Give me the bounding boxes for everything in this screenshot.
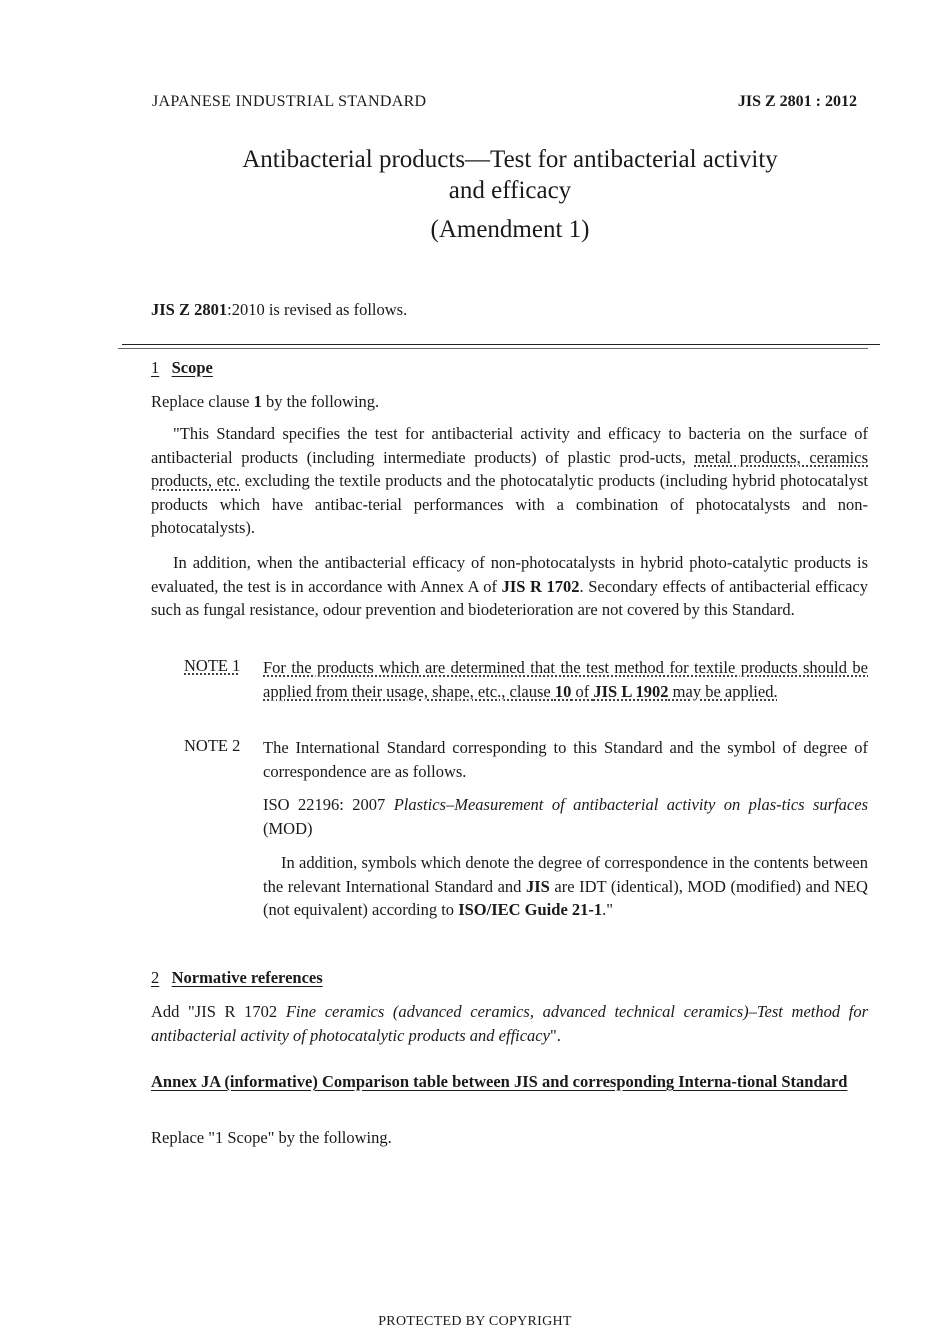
correspondence-paragraph [263, 851, 868, 922]
scope-heading [151, 358, 213, 378]
normative-add-post: ". [549, 1025, 561, 1045]
intro-statement [151, 298, 868, 322]
corr-jis: JIS [525, 876, 550, 896]
note-1-text-c: may be applied. [668, 681, 778, 701]
normative-add-text [151, 1000, 868, 1047]
scope-p2-code: JIS R 1702 [501, 576, 580, 596]
replace-text-post: by the following. [261, 392, 380, 411]
normative-add-title: Fine ceramics (advanced ceramics, advanced technical ceramics)–Test method for antibacterial activity of photocatalytic products and efficacy [151, 1002, 868, 1045]
iso-reference [263, 793, 868, 840]
replace-clause-number: 1 [253, 392, 262, 411]
scope-p1-text-b: excluding the textile products and the photocatalytic products (including hybrid photocatalyst products which have antibac-terial performances with a combination of photocatalysts and non-photocatalysts). [151, 471, 868, 538]
scope-replace-instruction [151, 390, 868, 414]
scope-paragraph-1 [151, 422, 868, 540]
normative-add-pre: Add "JIS R 1702 [151, 1002, 286, 1021]
annex-heading: Annex JA (informative) Comparison table between JIS and corresponding Interna-tional Standard [151, 1072, 848, 1091]
scope-paragraph-2 [151, 551, 868, 622]
document-title [150, 144, 870, 206]
scope-p1-amended-text: metal products, ceramics products, etc. [151, 447, 868, 491]
normative-heading-number: 2 [151, 968, 160, 987]
corr-text-c: ." [602, 900, 614, 920]
annex-replace-instruction: Replace "1 Scope" by the following. [151, 1128, 392, 1147]
scope-p2-text-a: In addition, when the antibacterial efficacy of non-photocatalysts in hybrid photo-catalytic products is evaluated, the test is in accordance with Annex A of [151, 553, 868, 596]
corr-text-a: In addition, symbols which denote the degree of correspondence in the contents between the relevant International Standard and [263, 853, 868, 896]
scope-p1-text-a: "This Standard specifies the test for antibacterial activity and efficacy to bacteria on the surface of antibacterial products (including intermediate products) of plastic prod-ucts, [151, 424, 868, 467]
note-1-text-b: of [571, 681, 594, 701]
title-line-1: Antibacterial products—Test for antibacterial activity [242, 146, 778, 173]
replace-text-pre: Replace clause [151, 392, 254, 411]
corr-guide: ISO/IEC Guide 21-1 [458, 900, 603, 920]
standard-number: JIS Z 2801 : 2012 [737, 93, 857, 110]
scope-p2-text-b: . Secondary effects of antibacterial efficacy such as fungal resistance, odour prevention and biodeterioration are not covered by this Standard. [151, 576, 869, 620]
note-1-text-a: For the products which are determined that the test method for textile products should be applied from their usage, shape, etc., clause [263, 658, 868, 701]
note-2-label: NOTE 2 [184, 736, 241, 755]
iso-number: ISO 22196: 2007 [263, 795, 394, 814]
normative-heading-title: Normative references [171, 968, 323, 987]
intro-code: JIS Z 2801 [151, 300, 228, 319]
iso-title: Plastics–Measurement of antibacterial activity on plas-tics surfaces [393, 795, 868, 814]
note-1-label: NOTE 1 [184, 656, 241, 675]
title-line-2: and efficacy [448, 177, 572, 204]
corr-text-b: are IDT (identical), MOD (modified) and NEQ (not equivalent) according to [263, 876, 868, 920]
iso-correspondence: (MOD) [263, 818, 313, 838]
note-2-body: The International Standard corresponding to this Standard and the symbol of degree of correspondence are as follows. [263, 738, 868, 781]
note-1-clause: 10 [554, 681, 572, 701]
copyright-footer: PROTECTED BY COPYRIGHT [378, 1314, 572, 1329]
scope-heading-number: 1 [151, 358, 160, 377]
section-divider [122, 344, 880, 345]
standard-type: JAPANESE INDUSTRIAL STANDARD [152, 93, 427, 110]
normative-heading [151, 968, 323, 988]
amendment-label: (Amendment 1) [430, 216, 590, 243]
intro-rest: :2010 is revised as follows. [227, 300, 408, 319]
note-1-body [263, 656, 868, 703]
note-1-code: JIS L 1902 [593, 681, 669, 701]
scope-heading-title: Scope [171, 358, 213, 377]
section-divider-secondary [118, 348, 868, 349]
